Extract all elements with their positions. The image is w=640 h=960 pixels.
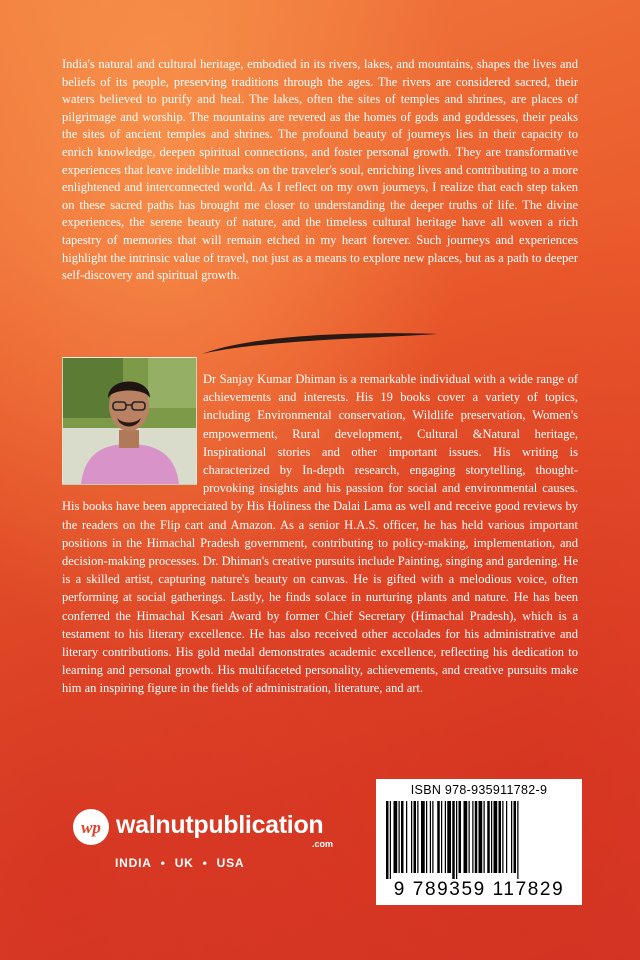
barcode-bar [472, 801, 473, 873]
barcode-bar [406, 801, 407, 873]
barcode-bar [430, 801, 431, 873]
barcode-bar [437, 801, 440, 873]
barcode-bar [452, 801, 455, 879]
barcode-bar [390, 801, 391, 879]
region-uk: UK [174, 856, 194, 870]
isbn-barcode [376, 779, 582, 905]
barcode-bar [511, 801, 512, 873]
barcode-bar [464, 801, 468, 873]
region-separator: • [160, 856, 166, 870]
barcode-bar [517, 801, 518, 879]
barcode-bar [494, 801, 498, 873]
barcode-bar [456, 801, 457, 879]
barcode-bar [401, 801, 404, 873]
barcode-bar [491, 801, 492, 873]
isbn-label: ISBN 978-935911782-9 [410, 783, 548, 797]
barcode-bar [479, 801, 483, 873]
photo-spacer [62, 370, 203, 496]
barcode-bar [441, 801, 442, 873]
region-separator: • [202, 856, 208, 870]
barcode-bar [399, 801, 400, 873]
barcode-bar [394, 801, 398, 873]
barcode-bar [514, 801, 517, 873]
barcode-bar [484, 801, 485, 873]
barcode-bar [386, 801, 389, 879]
region-india: INDIA [115, 856, 152, 870]
logo-letters: wp [81, 818, 101, 837]
publisher-tld: .com [312, 839, 334, 849]
barcode-bar [506, 801, 507, 873]
book-blurb: India's natural and cultural heritage, embodied in its rivers, lakes, and mountains, shapes the lives and beliefs of its people, preserving traditions through the ages. The rivers are considered sacred, their waters believed to purify and heal. The lakes, often the sites of temples and shrines, are places of pilgrimage and worship. The mountains are revered as the homes of gods and goddesses, their peaks the sites of ancient temples and shrines. The profound beauty of journeys lies in their capacity to enrich knowledge, deepen spiritual connections, and foster personal growth. They are transformative experiences that leave indelible marks on the traveler's soul, enriching lives and contributing to a more enlightened and interconnected world. As I reflect on my own journeys, I realize that each step taken on these sacred paths has brought me closer to understanding the deeper truths of life. The divine experiences, the serene beauty of nature, and the timeless cultural heritage have all woven a rich tapestry of memories that will remain etched in my heart forever. Such journeys and experiences highlight the intrinsic value of travel, not just as a means to explore new places, but as a path to deeper self-discovery and spiritual growth. [62, 57, 578, 283]
publisher-name: walnutpublication [116, 811, 324, 839]
walnut-logo-icon [72, 808, 110, 846]
author-bio-block [62, 370, 578, 698]
publisher-regions [115, 856, 244, 870]
barcode-bar [487, 801, 490, 873]
barcode-bar [459, 801, 462, 873]
barcode-bar [421, 801, 425, 873]
region-usa: USA [216, 856, 245, 870]
barcode-bar [426, 801, 427, 873]
barcode-bar [499, 801, 502, 873]
barcode-bar [417, 801, 418, 873]
barcode-bars [382, 801, 576, 879]
barcode-bar [411, 801, 412, 873]
barcode-bar [502, 801, 503, 873]
swash-divider [200, 330, 440, 358]
barcode-bar [414, 801, 417, 873]
barcode-bar [445, 801, 446, 873]
barcode-bar [432, 801, 433, 873]
barcode-bar [475, 801, 478, 873]
barcode-bar [447, 801, 451, 873]
barcode-bar [469, 801, 470, 873]
author-bio: Dr Sanjay Kumar Dhiman is a remarkable individual with a wide range of achievements and interests. His 19 books cover a variety of topics, including Environmental conservation, Wildlife preservation, Women's empowerment, Rural development, Cultural &Natural heritage, Inspirational stories and other important issues. His writing is characterized by In-depth research, engaging storytelling, thought-provoking insights and his passion for social and environmental causes. His books have been appreciated by His Holiness the Dalai Lama as well and receive good reviews by the readers on the Flip cart and Amazon. As a senior H.A.S. officer, he has held various important positions in the Himachal Pradesh government, contributing to policy-making, implementation, and decision-making processes. Dr. Dhiman's creative pursuits include Painting, singing and gardening. He is a skilled artist, capturing nature's beauty on canvas. He is gifted with a melodious voice, often performing at social gatherings. Lastly, he finds solace in nurturing plants and nature. He has been conferred the Himachal Kesari Award by former Chief Secretary (Himachal Pradesh), which is a testament to his literary excellence. He has also received other accolades for his administrative and literary contributions. His gold medal demonstrates academic excellence, reflecting his dedication to learning and personal growth. His multifaceted personality, achievements, and creative pursuits make him an inspiring figure in the fields of administration, literature, and art. [62, 372, 578, 696]
barcode-digits: 9 789359 117829 [393, 879, 565, 900]
